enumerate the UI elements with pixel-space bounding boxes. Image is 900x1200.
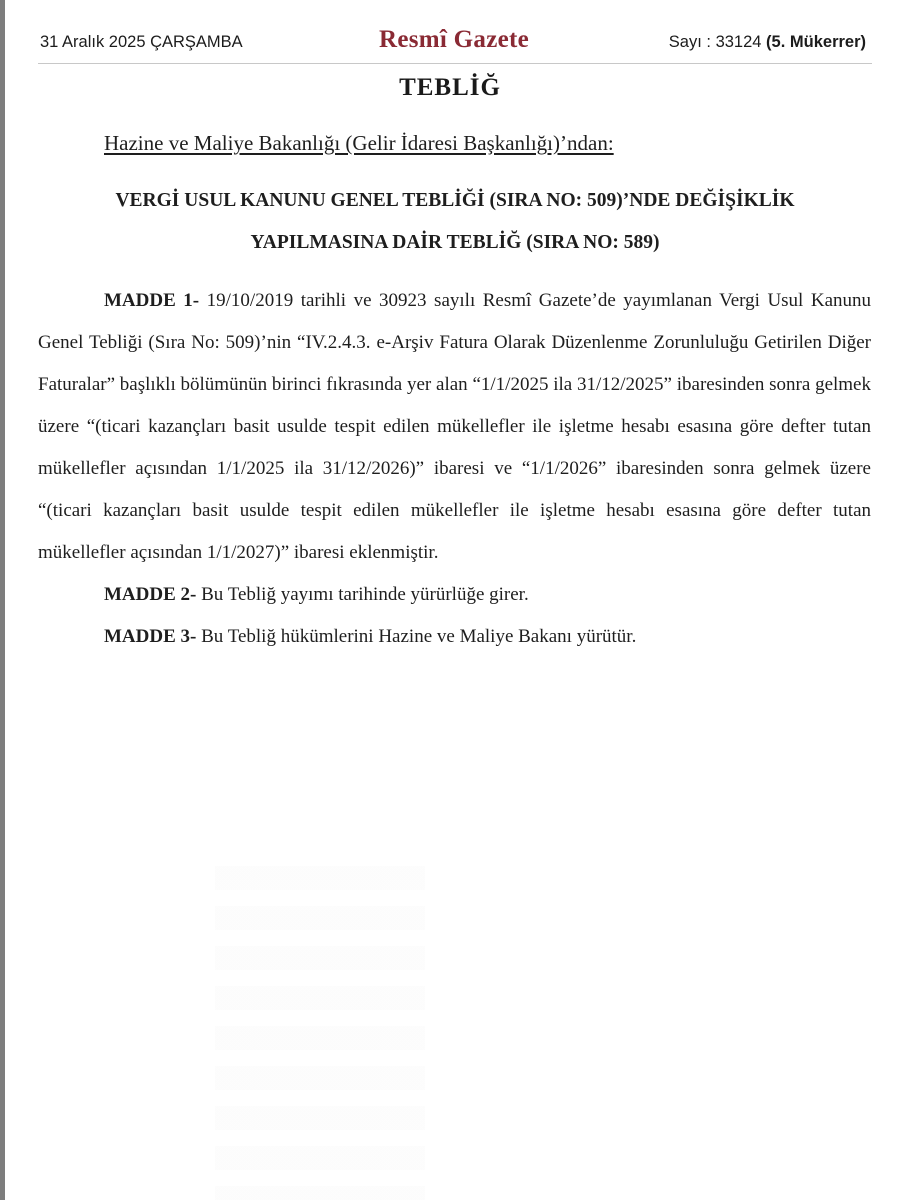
document-body: [38, 280, 871, 658]
page-left-edge: [0, 0, 5, 1200]
article-2: [38, 574, 871, 616]
article-text: 19/10/2019 tarihli ve 30923 sayılı Resmî Gazete’de yayımlanan Vergi Usul Kanunu Genel Tebliği (Sıra No: 509)’nin “IV.2.4.3. e-Arşiv Fatura Olarak Düzenlenme Zorunluluğu Getirilen Diğer Faturalar” başlıklı bölümünün birinci fıkrasında yer alan “1/1/2025 ila 31/12/2025” ibaresinden sonra gelmek üzere “(ticari kazançları basit usulde tespit edilen mükellefler ile işletme hesabı esasına göre defter tutan mükellefler açısından 1/1/2025 ila 31/12/2026)” ibaresi ve “1/1/2026” ibaresinden sonra gelmek üzere “(ticari kazançları basit usulde tespit edilen mükellefler ile işletme hesabı esasına göre defter tutan mükellefler açısından 1/1/2027)” ibaresi eklenmiştir.: [38, 290, 872, 563]
title-line-1: VERGİ USUL KANUNU GENEL TEBLİĞİ (SIRA NO: 509)’NDE DEĞİŞİKLİK: [115, 190, 795, 211]
issue-number-text: Sayı : 33124: [668, 33, 767, 51]
article-1: [38, 280, 871, 574]
article-label: MADDE 3-: [104, 626, 197, 647]
article-text: Bu Tebliğ yayımı tarihinde yürürlüğe girer.: [196, 584, 529, 605]
issue-note: (5. Mükerrer): [766, 33, 866, 51]
issue-number: [669, 33, 866, 52]
article-3: [38, 616, 871, 658]
publication-title: Resmî Gazete: [378, 26, 530, 53]
document-type: TEBLİĞ: [399, 74, 501, 101]
header-divider: [38, 63, 872, 64]
article-label: MADDE 2-: [104, 584, 197, 605]
gazette-header: [38, 26, 870, 62]
bleed-through-artifact: [215, 866, 425, 1200]
issuer-line: Hazine ve Maliye Bakanlığı (Gelir İdaresi Başkanlığı)’ndan:: [104, 131, 614, 155]
article-text: Bu Tebliğ hükümlerini Hazine ve Maliye Bakanı yürütür.: [196, 626, 637, 647]
title-line-2: YAPILMASINA DAİR TEBLİĞ (SIRA NO: 589): [250, 232, 660, 253]
issue-date: 31 Aralık 2025 ÇARŞAMBA: [40, 33, 243, 51]
article-label: MADDE 1-: [104, 290, 200, 311]
document-title: [40, 180, 870, 264]
